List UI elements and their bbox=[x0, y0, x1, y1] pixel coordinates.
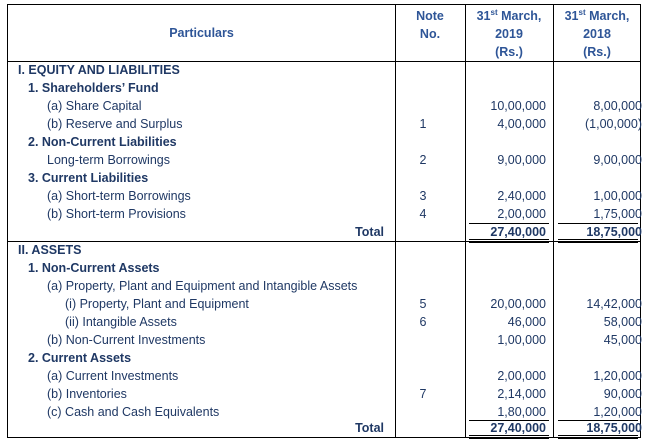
table-row-section-assets: II. ASSETS bbox=[18, 243, 82, 257]
balance-sheet-table bbox=[7, 4, 641, 438]
table-row: (ii) Intangible Assets 6 46,000 58,000 bbox=[65, 315, 642, 329]
table-row: (b) Short-term Provisions 4 2,00,000 1,75,000 bbox=[47, 207, 642, 221]
table-row: (b) Inventories 7 2,14,000 90,000 bbox=[47, 387, 642, 401]
total-rule-2018 bbox=[558, 420, 638, 421]
table-row-group-non-current-liabilities: 2. Non-Current Liabilities bbox=[28, 135, 177, 149]
table-row: (i) Property, Plant and Equipment 5 20,00,000 14,42,000 bbox=[65, 297, 642, 311]
table-row-total-assets: Total 27,40,000 18,75,000 bbox=[355, 421, 642, 435]
table-row-group-current-assets: 2. Current Assets bbox=[28, 351, 132, 365]
table-row: (a) Current Investments 2,00,000 1,20,000 bbox=[47, 369, 642, 383]
table-row: (a) Property, Plant and Equipment and Intangible Assets bbox=[47, 279, 358, 293]
total-double-rule-2019 bbox=[469, 435, 549, 439]
total-double-rule-2018 bbox=[558, 435, 638, 439]
table-row-section-equity-liabilities: I. EQUITY AND LIABILITIES bbox=[18, 63, 180, 77]
table-row-group-shareholders-fund: 1. Shareholders’ Fund bbox=[28, 81, 159, 95]
table-row: (a) Short-term Borrowings 3 2,40,000 1,00,000 bbox=[47, 189, 642, 203]
header-note-line1: Note bbox=[416, 9, 444, 23]
table-row: (b) Reserve and Surplus 1 4,00,000 (1,00,000) bbox=[47, 117, 642, 131]
header-2018-date: 31st March, bbox=[564, 7, 630, 23]
header-2019-date: 31st March, bbox=[476, 7, 542, 23]
table-row: (c) Cash and Cash Equivalents 1,80,000 1,20,000 bbox=[47, 405, 642, 419]
table-row: (b) Non-Current Investments 1,00,000 45,000 bbox=[47, 333, 642, 347]
header-2018-year: 2018 bbox=[583, 27, 611, 41]
total-rule-2019 bbox=[469, 223, 549, 224]
table-row-total-liabilities: Total 27,40,000 18,75,000 bbox=[355, 225, 642, 239]
total-double-rule-2018 bbox=[558, 239, 638, 243]
header-2019-year: 2019 bbox=[495, 27, 523, 41]
header-2018-unit: (Rs.) bbox=[583, 45, 611, 59]
total-rule-2018 bbox=[558, 223, 638, 224]
header-particulars: Particulars bbox=[169, 26, 234, 40]
header-note-line2: No. bbox=[419, 27, 441, 41]
header-2019-unit: (Rs.) bbox=[495, 45, 523, 59]
table-row-group-current-liabilities: 3. Current Liabilities bbox=[28, 171, 149, 185]
table-row: (a) Share Capital 10,00,000 8,00,000 bbox=[47, 99, 642, 113]
total-double-rule-2019 bbox=[469, 239, 549, 243]
total-rule-2019 bbox=[469, 420, 549, 421]
table-row: Long-term Borrowings 2 9,00,000 9,00,000 bbox=[47, 153, 642, 167]
table-row-group-non-current-assets: 1. Non-Current Assets bbox=[28, 261, 160, 275]
